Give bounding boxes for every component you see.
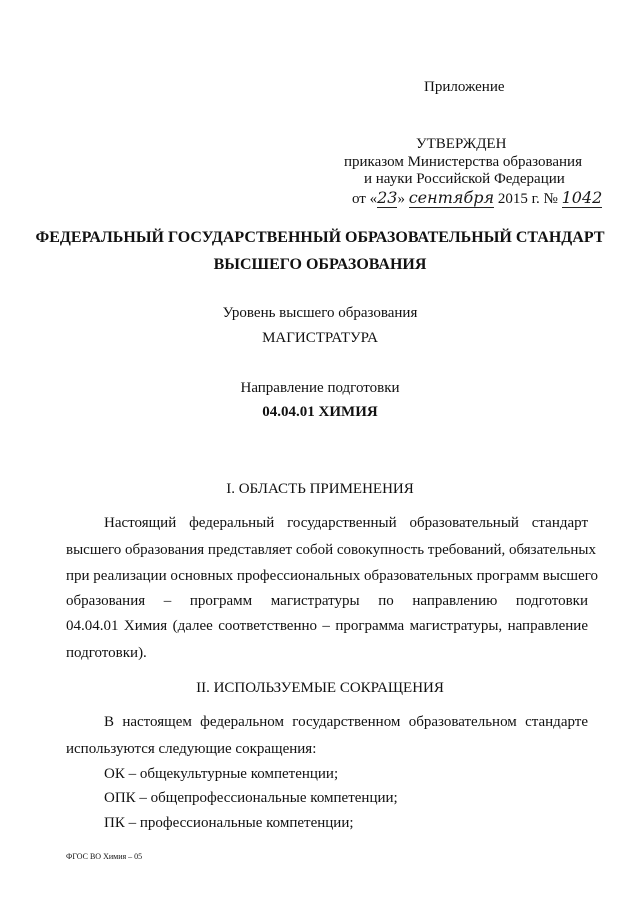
- section-2-heading: II. ИСПОЛЬЗУЕМЫЕ СОКРАЩЕНИЯ: [196, 680, 444, 696]
- section-1-heading: I. ОБЛАСТЬ ПРИМЕНЕНИЯ: [226, 481, 414, 497]
- section-2-line: В настоящем федеральном государственном образовательном стандарте: [104, 714, 588, 730]
- document-title-line-2: ВЫСШЕГО ОБРАЗОВАНИЯ: [213, 256, 427, 273]
- page-footer: ФГОС ВО Химия – 05: [66, 852, 143, 861]
- education-level-label: Уровень высшего образования: [222, 305, 418, 321]
- order-line-1: приказом Министерства образования: [344, 154, 582, 170]
- abbreviation-item-pk: ПК – профессиональные компетенции;: [104, 815, 354, 831]
- section-1-line: подготовки).: [66, 645, 147, 661]
- abbreviation-item-opk: ОПК – общепрофессиональные компетенции;: [104, 790, 398, 806]
- appendix-label: Приложение: [424, 79, 505, 95]
- section-1-line: 04.04.01 Химия (далее соответственно – программа магистратуры, направление: [66, 618, 588, 634]
- section-1-line: при реализации основных профессиональных образовательных программ высшего: [66, 568, 599, 584]
- section-1-line: образования – программ магистратуры по направлению подготовки: [66, 593, 588, 609]
- direction-label: Направление подготовки: [240, 380, 400, 396]
- abbreviation-item-ok: ОК – общекультурные компетенции;: [104, 766, 339, 782]
- section-2-line: используются следующие сокращения:: [66, 741, 317, 757]
- date-month-handwritten: сентября: [408, 188, 495, 207]
- section-1-line: высшего образования представляет собой совокупность требований, обязательных: [66, 542, 596, 558]
- date-year: 2015 г. №: [497, 191, 558, 207]
- direction-value: 04.04.01 ХИМИЯ: [262, 404, 378, 420]
- date-mid: »: [397, 191, 405, 207]
- order-line-2: и науки Российской Федерации: [364, 171, 565, 187]
- approved-label: УТВЕРЖДЕН: [416, 136, 507, 152]
- date-day-handwritten: 23: [377, 188, 398, 207]
- education-level-value: МАГИСТРАТУРА: [262, 330, 378, 346]
- order-number-handwritten: 1042: [561, 188, 603, 207]
- section-1-line: Настоящий федеральный государственный образовательный стандарт: [104, 515, 588, 531]
- date-prefix: от «: [352, 191, 378, 207]
- order-date-line: [352, 188, 602, 208]
- document-title-line-1: ФЕДЕРАЛЬНЫЙ ГОСУДАРСТВЕННЫЙ ОБРАЗОВАТЕЛЬНЫЙ СТАНДАРТ: [35, 229, 605, 246]
